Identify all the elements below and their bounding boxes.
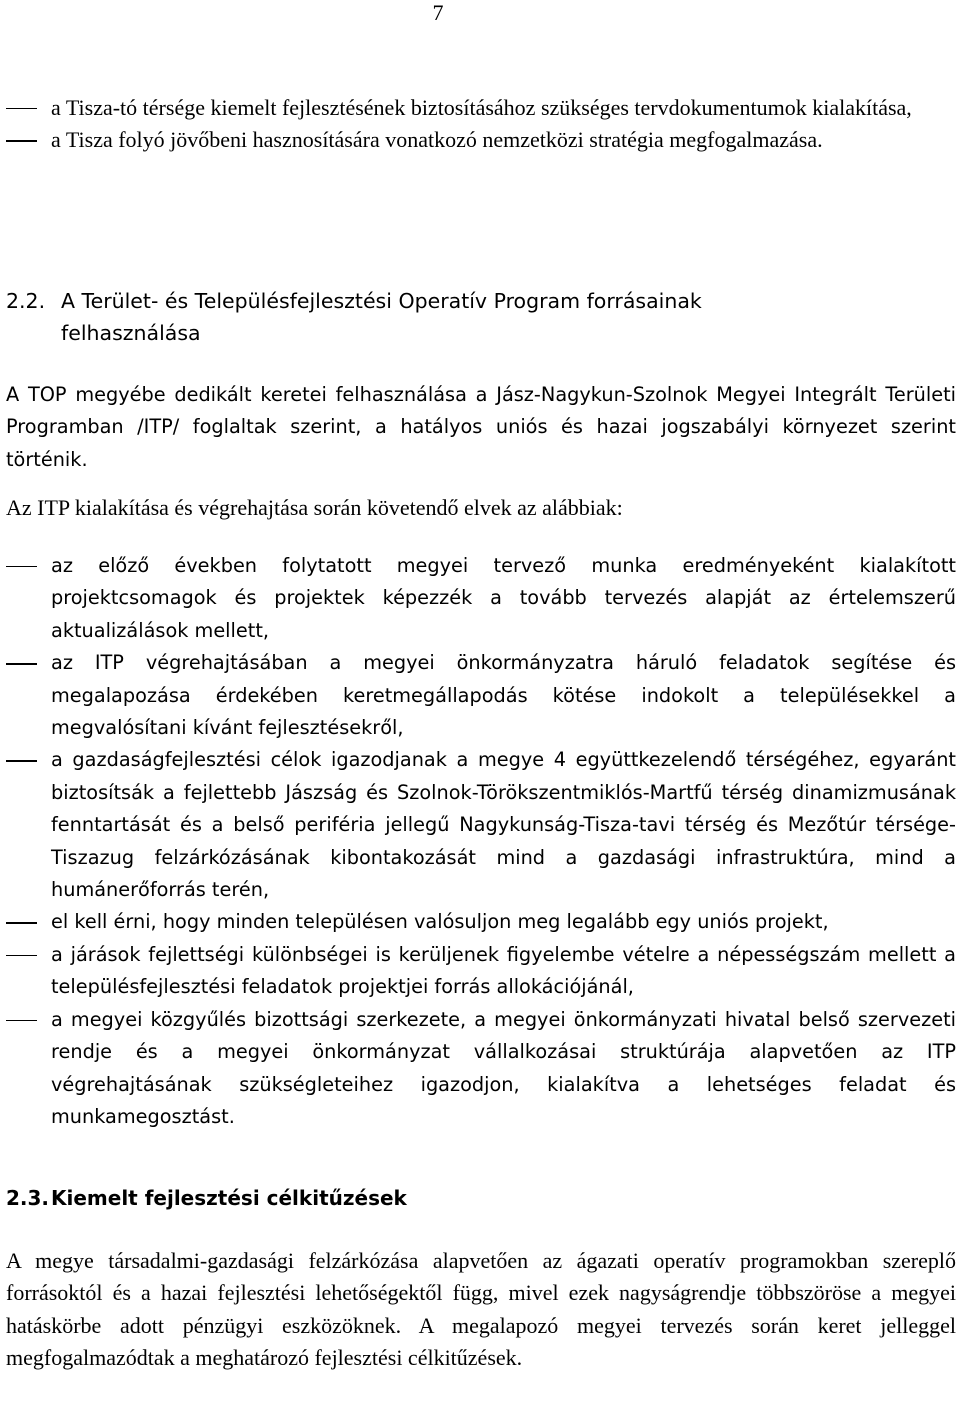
- section-title: A Terület- és Településfejlesztési Operatív Program forrásainak felhasználása: [61, 289, 702, 346]
- section-2-3-heading: [6, 1182, 956, 1214]
- list-item: az előző években folytatott megyei tervező munka eredményeként kialakított projektcsomagok és projektek képezzék a tovább tervezés alapját az értelemszerű aktualizálások mellett,: [6, 550, 956, 647]
- section-2-2-heading: [6, 285, 956, 350]
- page-number: 7: [432, 0, 444, 25]
- section-number: 2.2.: [6, 289, 46, 313]
- principles-list-block: [6, 550, 956, 1133]
- section-2-3-paragraph: A megye társadalmi-gazdasági felzárkózása alapvetően az ágazati operatív programokban szereplő forrásoktól és a hazai fejlesztési lehetőségektől függ, mivel ezek nagyságrendje többszöröse a megyei hatáskörbe adott pénzügyi eszközöknek. A megalapozó megyei tervezés során keret jelleggel megfogalmazódtak a meghatározó fejlesztési célkitűzések.: [6, 1248, 956, 1371]
- list-item: az ITP végrehajtásában a megyei önkormányzatra háruló feladatok segítése és megalapozása érdekében keretmegállapodás kötése indokolt a településekkel a megvalósítani kívánt fejlesztésekről,: [6, 647, 956, 744]
- section-2-2-paragraph: A TOP megyébe dedikált keretei felhasználása a Jász-Nagykun-Szolnok Megyei Integrált Területi Programban /ITP/ foglaltak szerint, a hatályos uniós és hazai jogszabályi környezet szerint történik.: [6, 383, 956, 471]
- list-item: a Tisza folyó jövőbeni hasznosítására vonatkozó nemzetközi stratégia megfogalmazása.: [6, 124, 956, 156]
- list-item: a Tisza-tó térsége kiemelt fejlesztésének biztosításához szükséges tervdokumentumok kialakítása,: [6, 92, 956, 124]
- intro-list-block: [6, 92, 956, 157]
- section-title: Kiemelt fejlesztési célkitűzések: [51, 1186, 407, 1210]
- intro-list: [6, 92, 956, 157]
- list-item: a gazdaságfejlesztési célok igazodjanak a megye 4 együttkezelendő térségéhez, egyaránt biztosítsák a fejlettebb Jászság és Szolnok-Törökszentmiklós-Martfű térség dinamizmusának fenntartását és a belső periféria jellegű Nagykunság-Tisza-tavi térség és Mezőtúr térsége-Tiszazug felzárkózásának kibontakozását mind a gazdasági infrastruktúra, mind a humánerőforrás terén,: [6, 744, 956, 906]
- principles-list: [6, 550, 956, 1133]
- list-item: a megyei közgyűlés bizottsági szerkezete, a megyei önkormányzati hivatal belső szervezeti rendje és a megyei önkormányzat vállalkozásai struktúrája alapvetően az ITP végrehajtásának szükségleteihez igazodjon, kialakítva a lehetséges feladat és munkamegosztást.: [6, 1004, 956, 1134]
- list-item: el kell érni, hogy minden településen valósuljon meg legalább egy uniós projekt,: [6, 906, 956, 938]
- list-item: a járások fejlettségi különbségei is kerüljenek figyelembe vételre a népességszám mellett a településfejlesztési feladatok projektjei forrás allokációjánál,: [6, 939, 956, 1004]
- principles-intro: Az ITP kialakítása és végrehajtása során követendő elvek az alábbiak:: [6, 495, 623, 520]
- section-number: 2.3.: [6, 1186, 50, 1210]
